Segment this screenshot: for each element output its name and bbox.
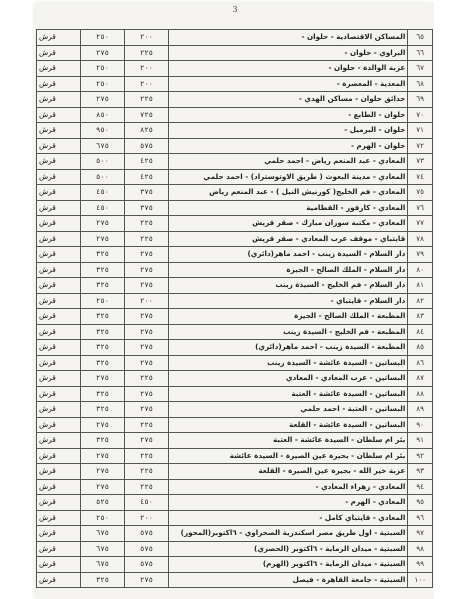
fare-value-a: ٥٧٥ <box>125 541 169 557</box>
currency-unit: قرش <box>37 371 81 387</box>
fare-value-a: ٣٧٥ <box>125 200 169 216</box>
currency-unit: قرش <box>37 169 81 185</box>
row-number: ٧٨ <box>408 231 433 247</box>
fare-value-b: ٢٥٠ <box>81 30 125 46</box>
fare-value-b: ٣٢٥ <box>81 340 125 356</box>
fare-value-a: ٤٢٥ <box>125 154 169 170</box>
table-row <box>37 479 433 495</box>
currency-unit: قرش <box>37 262 81 278</box>
currency-unit: قرش <box>37 216 81 232</box>
table-row <box>37 526 433 542</box>
fare-value-b: ٢٥٠ <box>81 510 125 526</box>
table-row <box>37 464 433 480</box>
route-name: دار السلام - الملك الصالح - الجيزة <box>169 262 408 278</box>
table-row <box>37 448 433 464</box>
row-number: ٩١ <box>408 433 433 449</box>
table-row <box>37 417 433 433</box>
table-row <box>37 169 433 185</box>
row-number: ٩٦ <box>408 510 433 526</box>
route-name: دار السلام - السيدة زينب - احمد ماهر(دائري) <box>169 247 408 263</box>
currency-unit: قرش <box>37 340 81 356</box>
table-row <box>37 123 433 139</box>
fare-value-b: ٣٢٥ <box>81 247 125 263</box>
table-row <box>37 30 433 46</box>
route-name: البساتين - السيدة عائشة - العتبة <box>169 386 408 402</box>
fare-value-b: ٤٥٠ <box>81 185 125 201</box>
row-number: ٩٩ <box>408 557 433 573</box>
currency-unit: قرش <box>37 355 81 371</box>
fare-value-b: ٢٥٠ <box>81 293 125 309</box>
fare-value-a: ٨٢٥ <box>125 123 169 139</box>
route-name: دار السلام - فم الخليج - السيدة زينب <box>169 278 408 294</box>
currency-unit: قرش <box>37 309 81 325</box>
row-number: ٧٣ <box>408 154 433 170</box>
row-number: ٨٠ <box>408 262 433 278</box>
table-row <box>37 541 433 557</box>
fare-value-a: ٢٢٥ <box>125 417 169 433</box>
table-row <box>37 262 433 278</box>
route-name: المعادي - قايتباي كامل - <box>169 510 408 526</box>
row-number: ٩٢ <box>408 448 433 464</box>
route-name: حدائق حلوان - مساكن الهدي - <box>169 92 408 108</box>
fare-value-a: ٢٧٥ <box>125 247 169 263</box>
route-name: المعادي - فم الخليج( كورنيش النيل ) - عبد المنعم رياض <box>169 185 408 201</box>
fare-value-a: ٢٢٥ <box>125 216 169 232</box>
route-name: البساتين - السيدة عائشة - القلعة <box>169 417 408 433</box>
fare-value-a: ٢٧٥ <box>125 340 169 356</box>
route-name: المطبعة - السيدة زينب - احمد ماهر(دائري) <box>169 340 408 356</box>
fare-value-b: ٢٥٠ <box>81 76 125 92</box>
currency-unit: قرش <box>37 479 81 495</box>
route-name: حلوان - البرميل - <box>169 123 408 139</box>
row-number: ٩٣ <box>408 464 433 480</box>
table-row <box>37 324 433 340</box>
row-number: ٧٢ <box>408 138 433 154</box>
currency-unit: قرش <box>37 247 81 263</box>
route-name: السبتية - اول طريق مصر اسكندرية الصحراوي - ٦اكتوبر(المحور) <box>169 526 408 542</box>
currency-unit: قرش <box>37 92 81 108</box>
route-name: المطبعة - الملك الصالح - الجيزة <box>169 309 408 325</box>
fare-value-b: ٦٧٥ <box>81 541 125 557</box>
fare-value-b: ٢٥٠ <box>81 61 125 77</box>
table-row <box>37 76 433 92</box>
table-row <box>37 340 433 356</box>
row-number: ٧٥ <box>408 185 433 201</box>
route-name: المعادي - كارفور - القطامية <box>169 200 408 216</box>
fare-value-a: ٢٠٠ <box>125 76 169 92</box>
row-number: ٩٧ <box>408 526 433 542</box>
fare-value-a: ٧٢٥ <box>125 107 169 123</box>
table-row <box>37 371 433 387</box>
row-number: ٧٧ <box>408 216 433 232</box>
row-number: ٩٠ <box>408 417 433 433</box>
table-row <box>37 293 433 309</box>
currency-unit: قرش <box>37 448 81 464</box>
table-row <box>37 510 433 526</box>
row-number: ٨٧ <box>408 371 433 387</box>
currency-unit: قرش <box>37 30 81 46</box>
fare-value-a: ٢٠٠ <box>125 293 169 309</box>
route-name: المعادي - عبد المنعم رياض - احمد حلمي <box>169 154 408 170</box>
fare-value-a: ٢٢٥ <box>125 479 169 495</box>
route-name: البساتين - السيدة عائشة - السيدة زينب <box>169 355 408 371</box>
route-name: قايتباي - موقف عرب المعادي - صقر قريش <box>169 231 408 247</box>
route-name: حلوان - الطابع - <box>169 107 408 123</box>
fare-value-a: ٢٧٥ <box>125 572 169 588</box>
fare-value-b: ٢٧٥ <box>81 92 125 108</box>
row-number: ٧٩ <box>408 247 433 263</box>
route-name: السبتية - جامعة القاهرة - فيصل <box>169 572 408 588</box>
table-row <box>37 433 433 449</box>
fare-value-a: ٥٧٥ <box>125 526 169 542</box>
table-row <box>37 355 433 371</box>
fare-value-b: ٢٧٥ <box>81 216 125 232</box>
row-number: ٩٤ <box>408 479 433 495</box>
fare-value-a: ٤٥٠ <box>125 495 169 511</box>
fare-value-a: ٢٢٥ <box>125 371 169 387</box>
route-name: بئر ام سلطان - السيدة عائشة - العتبة <box>169 433 408 449</box>
table-row <box>37 200 433 216</box>
table-row <box>37 572 433 588</box>
route-name: عزبة خير الله - بحيرة عين الصيرة - القلعة <box>169 464 408 480</box>
fare-value-a: ٢٢٥ <box>125 92 169 108</box>
fare-value-b: ٣٢٥ <box>81 262 125 278</box>
currency-unit: قرش <box>37 464 81 480</box>
fare-table <box>36 29 433 588</box>
fare-value-a: ٤٢٥ <box>125 169 169 185</box>
fare-value-a: ٥٧٥ <box>125 138 169 154</box>
table-row <box>37 185 433 201</box>
currency-unit: قرش <box>37 154 81 170</box>
route-name: المعادي - زهراء المعادي - <box>169 479 408 495</box>
fare-value-b: ٦٧٥ <box>81 526 125 542</box>
table-row <box>37 45 433 61</box>
fare-value-a: ٢٧٥ <box>125 355 169 371</box>
row-number: ٨٩ <box>408 402 433 418</box>
route-name: المعادي - مكتبة سوزان مبارك - صقر قريش <box>169 216 408 232</box>
page-number: 3 <box>232 5 238 14</box>
row-number: ٨٦ <box>408 355 433 371</box>
route-name: البساتين - عرب المعادي - المعادي <box>169 371 408 387</box>
table-row <box>37 107 433 123</box>
route-name: البساتين - العتبة - احمد حلمي <box>169 402 408 418</box>
table-row <box>37 61 433 77</box>
row-number: ٧٦ <box>408 200 433 216</box>
fare-value-a: ٢٧٥ <box>125 386 169 402</box>
row-number: ٨٢ <box>408 293 433 309</box>
table-row <box>37 138 433 154</box>
currency-unit: قرش <box>37 386 81 402</box>
fare-value-a: ٢٢٥ <box>125 45 169 61</box>
fare-value-a: ٣٧٥ <box>125 185 169 201</box>
route-name: بئر ام سلطان - بحيرة عين الصيرة - السيدة عائشة <box>169 448 408 464</box>
table-row <box>37 557 433 573</box>
currency-unit: قرش <box>37 557 81 573</box>
row-number: ٨١ <box>408 278 433 294</box>
fare-value-a: ٢٠٠ <box>125 61 169 77</box>
currency-unit: قرش <box>37 123 81 139</box>
currency-unit: قرش <box>37 138 81 154</box>
currency-unit: قرش <box>37 510 81 526</box>
fare-value-b: ٣٢٥ <box>81 324 125 340</box>
row-number: ٦٧ <box>408 61 433 77</box>
fare-value-b: ٣٢٥ <box>81 402 125 418</box>
row-number: ١٠٠ <box>408 572 433 588</box>
fare-value-b: ٢٧٥ <box>81 371 125 387</box>
currency-unit: قرش <box>37 541 81 557</box>
route-name: عزبة الوالدة - حلوان - <box>169 61 408 77</box>
fare-value-a: ٢٧٥ <box>125 433 169 449</box>
route-name: المطبعة - فم الخليج - السيدة زينب <box>169 324 408 340</box>
fare-value-b: ٩٥٠ <box>81 123 125 139</box>
row-number: ٦٦ <box>408 45 433 61</box>
route-name: المعادي - الهرم - <box>169 495 408 511</box>
row-number: ٦٨ <box>408 76 433 92</box>
fare-value-a: ٢٢٥ <box>125 231 169 247</box>
currency-unit: قرش <box>37 107 81 123</box>
currency-unit: قرش <box>37 45 81 61</box>
row-number: ٨٣ <box>408 309 433 325</box>
currency-unit: قرش <box>37 61 81 77</box>
currency-unit: قرش <box>37 76 81 92</box>
currency-unit: قرش <box>37 200 81 216</box>
fare-value-b: ٢٧٥ <box>81 464 125 480</box>
route-name: المعادي - مدينة البعوث ( طريق الاوتوستراد) - احمد حلمي <box>169 169 408 185</box>
currency-unit: قرش <box>37 433 81 449</box>
fare-value-b: ٣٢٥ <box>81 355 125 371</box>
currency-unit: قرش <box>37 185 81 201</box>
currency-unit: قرش <box>37 278 81 294</box>
table-row <box>37 92 433 108</box>
fare-value-b: ٣٢٥ <box>81 278 125 294</box>
fare-value-b: ٥٠٠ <box>81 169 125 185</box>
document-page <box>36 2 434 599</box>
fare-value-b: ٤٥٠ <box>81 200 125 216</box>
table-row <box>37 402 433 418</box>
table-row <box>37 154 433 170</box>
currency-unit: قرش <box>37 417 81 433</box>
row-number: ٩٥ <box>408 495 433 511</box>
fare-value-b: ٥٢٥ <box>81 495 125 511</box>
fare-value-a: ٢٠٠ <box>125 510 169 526</box>
fare-value-b: ٥٠٠ <box>81 154 125 170</box>
table-row <box>37 247 433 263</box>
fare-value-b: ٢٧٥ <box>81 231 125 247</box>
fare-value-a: ٢٢٥ <box>125 464 169 480</box>
row-number: ٨٨ <box>408 386 433 402</box>
row-number: ٨٥ <box>408 340 433 356</box>
fare-value-a: ٢٠٠ <box>125 30 169 46</box>
fare-value-a: ٢٧٥ <box>125 324 169 340</box>
currency-unit: قرش <box>37 231 81 247</box>
currency-unit: قرش <box>37 293 81 309</box>
currency-unit: قرش <box>37 324 81 340</box>
row-number: ٧٤ <box>408 169 433 185</box>
row-number: ٦٥ <box>408 30 433 46</box>
row-number: ٦٩ <box>408 92 433 108</box>
route-name: حلوان - الهرم - <box>169 138 408 154</box>
fare-value-b: ٢٧٥ <box>81 479 125 495</box>
fare-value-b: ٣٢٥ <box>81 433 125 449</box>
fare-value-b: ٢٧٥ <box>81 417 125 433</box>
row-number: ٧١ <box>408 123 433 139</box>
row-number: ٧٠ <box>408 107 433 123</box>
route-name: المساكن الاقتصادية - حلوان - <box>169 30 408 46</box>
fare-value-b: ٣٢٥ <box>81 309 125 325</box>
table-row <box>37 495 433 511</box>
table-row <box>37 309 433 325</box>
route-name: السبتية - ميدان الرماية - ٦اكتوبر (الحصري) <box>169 541 408 557</box>
fare-value-a: ٢٧٥ <box>125 402 169 418</box>
currency-unit: قرش <box>37 402 81 418</box>
fare-value-b: ٨٥٠ <box>81 107 125 123</box>
currency-unit: قرش <box>37 495 81 511</box>
route-name: المعدية - المعصرة - <box>169 76 408 92</box>
fare-value-b: ٦٧٥ <box>81 138 125 154</box>
table-row <box>37 231 433 247</box>
fare-value-b: ٦٧٥ <box>81 557 125 573</box>
fare-value-b: ٣٢٥ <box>81 572 125 588</box>
route-name: السبتية - ميدان الرماية - ٦اكتوبر (الهرم) <box>169 557 408 573</box>
table-row <box>37 216 433 232</box>
route-name: البراوي - حلوان - <box>169 45 408 61</box>
route-name: دار السلام - قايتباي - <box>169 293 408 309</box>
row-number: ٩٨ <box>408 541 433 557</box>
currency-unit: قرش <box>37 526 81 542</box>
fare-value-b: ٢٧٥ <box>81 45 125 61</box>
table-row <box>37 278 433 294</box>
table-row <box>37 386 433 402</box>
fare-value-b: ٢٧٥ <box>81 448 125 464</box>
fare-value-a: ٢٧٥ <box>125 278 169 294</box>
fare-value-a: ٥٧٥ <box>125 557 169 573</box>
currency-unit: قرش <box>37 572 81 588</box>
fare-value-b: ٣٢٥ <box>81 386 125 402</box>
fare-value-a: ٢٧٥ <box>125 262 169 278</box>
fare-value-a: ٢٧٥ <box>125 309 169 325</box>
fare-value-a: ٢٢٥ <box>125 448 169 464</box>
row-number: ٨٤ <box>408 324 433 340</box>
